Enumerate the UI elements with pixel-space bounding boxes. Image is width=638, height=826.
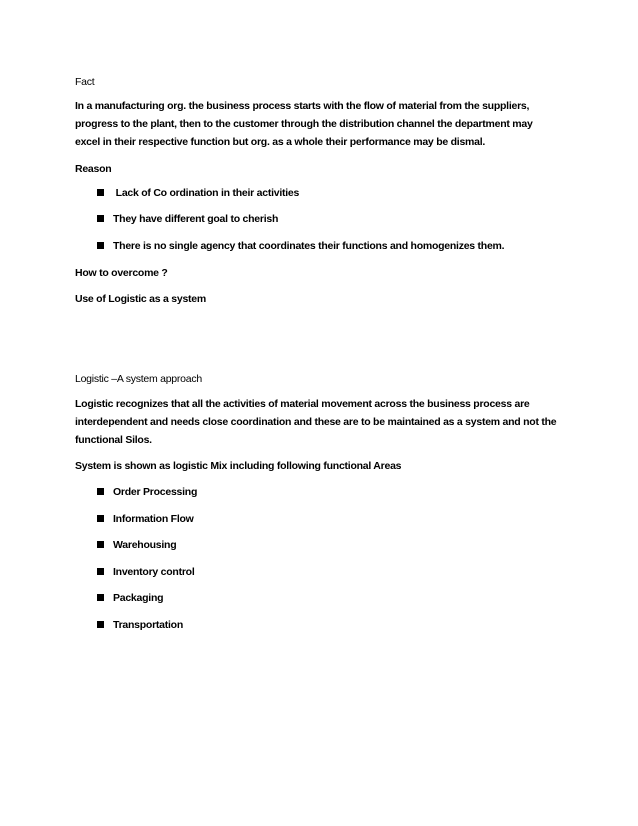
reason-item: [97, 186, 299, 200]
reason-item: [97, 212, 278, 226]
functional-area-text: Warehousing: [113, 539, 177, 551]
functional-area-item: [97, 485, 197, 499]
paragraph-line: progress to the plant, then to the customer through the distribution channel the department may: [75, 118, 533, 130]
functional-area-text: Packaging: [113, 592, 164, 604]
bullet-square-icon: [97, 541, 104, 548]
functional-area-item: [97, 538, 176, 552]
fact-paragraph: [75, 97, 575, 151]
logistic-mix-intro: System is shown as logistic Mix including following functional Areas: [75, 460, 402, 472]
functional-area-item: [97, 591, 163, 605]
reason-item-text: There is no single agency that coordinates their functions and homogenizes them.: [113, 240, 505, 252]
paragraph-line: Logistic recognizes that all the activities of material movement across the business process are: [75, 398, 530, 410]
reason-item: [97, 239, 504, 253]
reason-heading: Reason: [75, 163, 112, 175]
functional-area-text: Information Flow: [113, 513, 194, 525]
bullet-square-icon: [97, 189, 104, 196]
paragraph-line: interdependent and needs close coordination and these are to be maintained as a system and not the: [75, 416, 557, 428]
bullet-square-icon: [97, 515, 104, 522]
functional-area-text: Transportation: [113, 619, 184, 631]
paragraph-line: functional Silos.: [75, 434, 152, 446]
functional-area-item: [97, 512, 194, 526]
overcome-answer: Use of Logistic as a system: [75, 293, 206, 305]
bullet-square-icon: [97, 488, 104, 495]
paragraph-line: excel in their respective function but org. as a whole their performance may be dismal.: [75, 136, 486, 148]
logistic-paragraph: [75, 395, 575, 449]
bullet-square-icon: [97, 242, 104, 249]
bullet-square-icon: [97, 568, 104, 575]
bullet-square-icon: [97, 621, 104, 628]
bullet-square-icon: [97, 594, 104, 601]
functional-area-item: [97, 565, 195, 579]
fact-heading: Fact: [75, 76, 95, 88]
bullet-square-icon: [97, 215, 104, 222]
logistic-heading: Logistic –A system approach: [75, 373, 202, 385]
functional-area-item: [97, 618, 183, 632]
overcome-question: How to overcome ?: [75, 267, 168, 279]
functional-area-text: Inventory control: [113, 566, 195, 578]
paragraph-line: In a manufacturing org. the business process starts with the flow of material from the suppliers,: [75, 100, 530, 112]
reason-item-text: Lack of Co ordination in their activities: [113, 187, 300, 199]
reason-item-text: They have different goal to cherish: [113, 213, 279, 225]
functional-area-text: Order Processing: [113, 486, 198, 498]
